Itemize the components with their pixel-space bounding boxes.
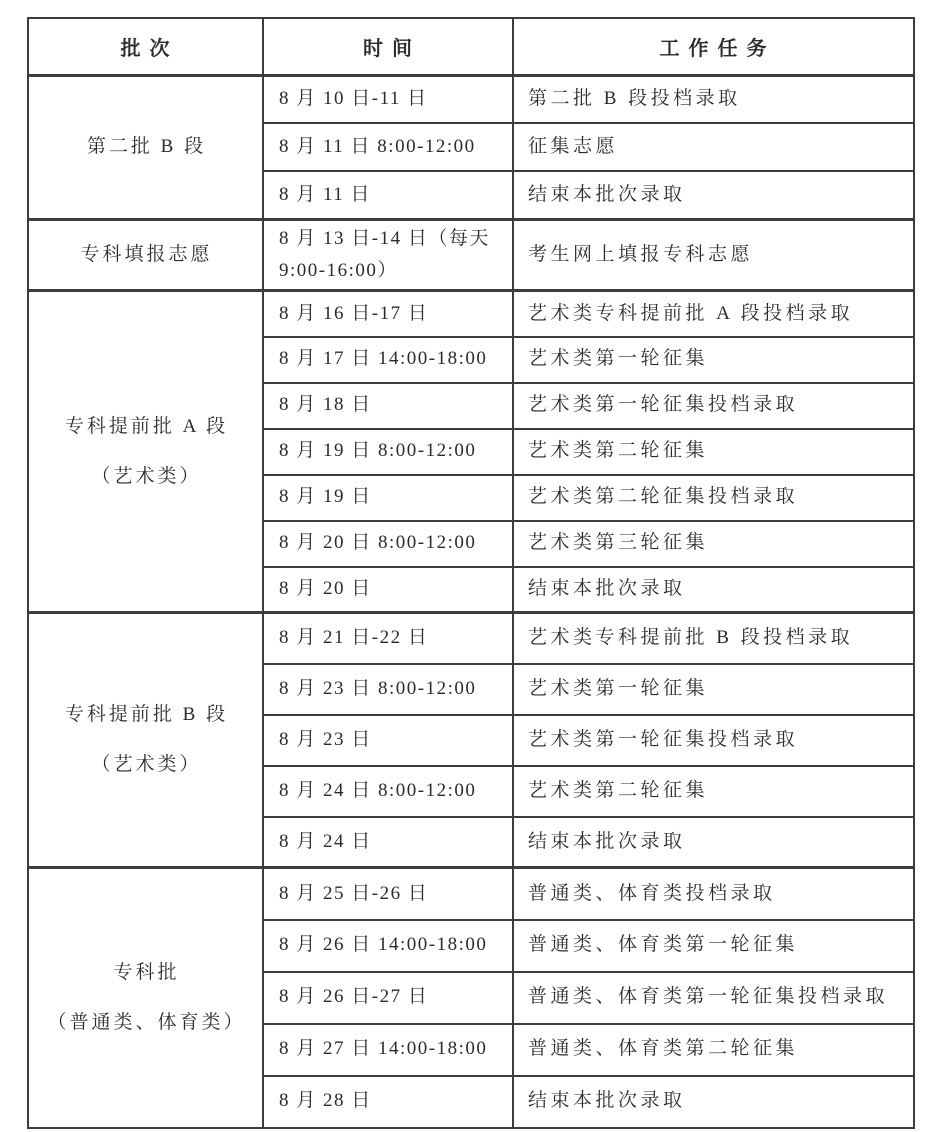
- batch-label-cell: [28, 868, 263, 1128]
- batch-label-line: （普通类、体育类）: [47, 1011, 246, 1033]
- time-cell: 8 月 26 日-27 日: [263, 972, 513, 1024]
- task-cell: 结束本批次录取: [513, 1076, 914, 1128]
- task-cell: 普通类、体育类第二轮征集: [513, 1024, 914, 1076]
- header-row: [28, 18, 914, 75]
- batch-label-cell: [28, 613, 263, 868]
- task-cell: 第二批 B 段投档录取: [513, 75, 914, 123]
- table-row: [28, 291, 914, 337]
- task-cell: 艺术类专科提前批 B 段投档录取: [513, 613, 914, 664]
- batch-label-cell: [28, 291, 263, 613]
- time-cell: 8 月 27 日 14:00-18:00: [263, 1024, 513, 1076]
- batch-label-line: 专科提前批 B 段: [64, 704, 229, 726]
- task-cell: 艺术类第二轮征集: [513, 766, 914, 817]
- task-cell: 考生网上填报专科志愿: [513, 219, 914, 291]
- task-cell: 结束本批次录取: [513, 171, 914, 219]
- time-cell: 8 月 23 日: [263, 715, 513, 766]
- task-cell: 普通类、体育类第一轮征集投档录取: [513, 972, 914, 1024]
- batch-group: [28, 291, 914, 613]
- schedule-table-container: [27, 17, 915, 1129]
- time-cell: 8 月 10 日-11 日: [263, 75, 513, 123]
- time-cell: 8 月 13 日-14 日（每天 9:00-16:00）: [263, 219, 513, 291]
- time-cell: 8 月 18 日: [263, 383, 513, 429]
- task-cell: 征集志愿: [513, 123, 914, 171]
- table-row: [28, 613, 914, 664]
- table-row: [28, 868, 914, 920]
- time-cell: 8 月 20 日: [263, 567, 513, 613]
- time-cell: 8 月 11 日 8:00-12:00: [263, 123, 513, 171]
- task-cell: 艺术类第一轮征集投档录取: [513, 383, 914, 429]
- time-cell: 8 月 26 日 14:00-18:00: [263, 920, 513, 972]
- batch-group: [28, 868, 914, 1128]
- batch-group: [28, 613, 914, 868]
- time-cell: 8 月 24 日: [263, 817, 513, 868]
- time-cell: 8 月 25 日-26 日: [263, 868, 513, 920]
- batch-group: [28, 75, 914, 219]
- batch-label-line: （艺术类）: [91, 754, 202, 776]
- admission-schedule-table: [27, 17, 915, 1129]
- task-cell: 艺术类第一轮征集投档录取: [513, 715, 914, 766]
- batch-label-line: 专科填报志愿: [80, 243, 213, 265]
- time-cell: 8 月 23 日 8:00-12:00: [263, 664, 513, 715]
- time-cell: 8 月 24 日 8:00-12:00: [263, 766, 513, 817]
- time-cell: 8 月 19 日: [263, 475, 513, 521]
- task-cell: 普通类、体育类第一轮征集: [513, 920, 914, 972]
- table-header: [28, 18, 914, 75]
- header-cell-task: 工作任务: [513, 18, 914, 75]
- batch-group: [28, 219, 914, 291]
- task-cell: 结束本批次录取: [513, 567, 914, 613]
- table-row: [28, 75, 914, 123]
- task-cell: 艺术类第一轮征集: [513, 664, 914, 715]
- header-cell-batch: 批次: [28, 18, 263, 75]
- batch-label-cell: [28, 75, 263, 219]
- time-cell: 8 月 19 日 8:00-12:00: [263, 429, 513, 475]
- task-cell: 艺术类第三轮征集: [513, 521, 914, 567]
- header-cell-time: 时间: [263, 18, 513, 75]
- task-cell: 艺术类第二轮征集投档录取: [513, 475, 914, 521]
- batch-label-line: （艺术类）: [91, 465, 202, 487]
- batch-label-cell: [28, 219, 263, 291]
- time-cell: 8 月 16 日-17 日: [263, 291, 513, 337]
- task-cell: 艺术类专科提前批 A 段投档录取: [513, 291, 914, 337]
- task-cell: 艺术类第一轮征集: [513, 337, 914, 383]
- time-cell: 8 月 17 日 14:00-18:00: [263, 337, 513, 383]
- time-cell: 8 月 20 日 8:00-12:00: [263, 521, 513, 567]
- batch-label-line: 第二批 B 段: [86, 136, 207, 158]
- time-cell: 8 月 21 日-22 日: [263, 613, 513, 664]
- batch-label-line: 专科批: [113, 962, 180, 984]
- task-cell: 普通类、体育类投档录取: [513, 868, 914, 920]
- time-cell: 8 月 11 日: [263, 171, 513, 219]
- task-cell: 结束本批次录取: [513, 817, 914, 868]
- batch-label-line: 专科提前批 A 段: [64, 415, 229, 437]
- time-cell: 8 月 28 日: [263, 1076, 513, 1128]
- task-cell: 艺术类第二轮征集: [513, 429, 914, 475]
- table-row: [28, 219, 914, 291]
